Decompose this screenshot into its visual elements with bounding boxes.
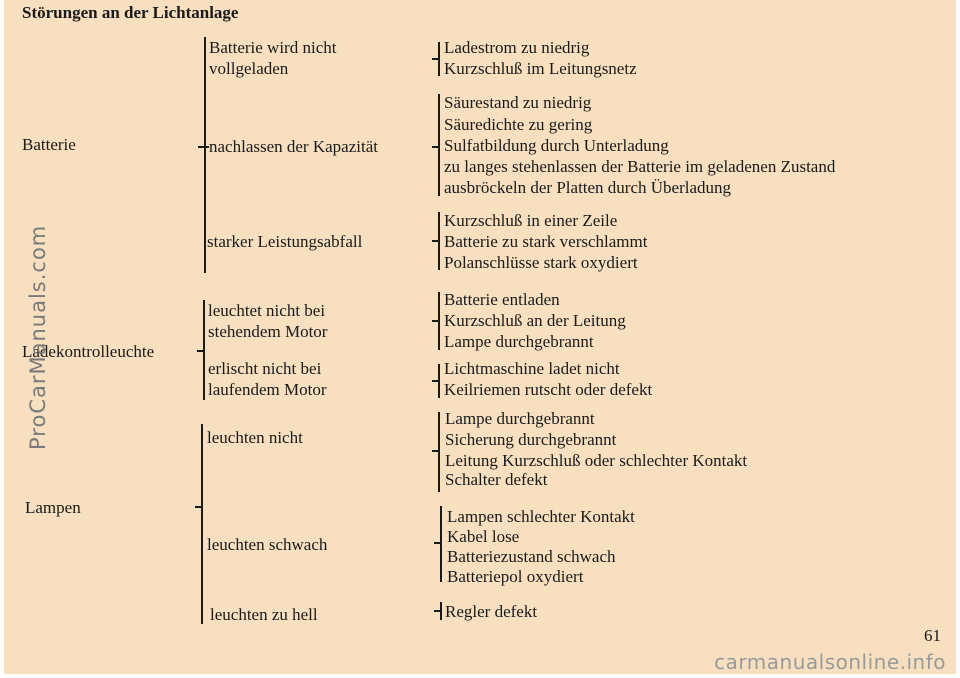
cause-bracket-tick (432, 58, 439, 60)
cause-text: Ladestrom zu niedrig (444, 38, 590, 57)
cause-text: Lampe durchgebrannt (444, 332, 594, 351)
symptom-text: Batterie wird nicht (209, 38, 337, 57)
manual-page (4, 0, 956, 674)
section-label-batterie: Batterie (22, 135, 76, 154)
cause-bracket-tick (434, 610, 441, 612)
cause-text: Kurzschluß an der Leitung (444, 311, 626, 330)
cause-bracket (438, 94, 440, 196)
symptom-text: vollgeladen (209, 59, 289, 78)
cause-text: Lampe durchgebrannt (445, 409, 595, 428)
cause-bracket-tick (432, 240, 439, 242)
cause-text: Batteriepol oxydiert (447, 567, 584, 586)
cause-text: Polanschlüsse stark oxydiert (444, 253, 638, 272)
cause-text: Batterie entladen (444, 290, 560, 309)
cause-bracket (438, 412, 440, 492)
cause-bracket (440, 506, 442, 582)
symptom-text: leuchten schwach (207, 535, 328, 554)
cause-text: Säuredichte zu gering (444, 115, 593, 134)
symptom-text: leuchtet nicht bei (208, 301, 326, 320)
bracket-tick-ladekontrolleuchte (197, 350, 204, 352)
bracket-batterie (204, 37, 206, 273)
bracket-lampen (201, 424, 203, 624)
watermark-side: ProCarManuals.com (26, 224, 50, 450)
cause-text: ausbröckeln der Platten durch Überladung (444, 178, 732, 197)
cause-text: Kurzschluß im Leitungsnetz (444, 59, 637, 78)
cause-text: Regler defekt (445, 602, 538, 621)
cause-text: Säurestand zu niedrig (444, 93, 592, 112)
cause-bracket-tick (432, 146, 439, 148)
cause-text: Lampen schlechter Kontakt (447, 507, 635, 526)
cause-bracket-tick (432, 320, 439, 322)
cause-text: Sulfatbildung durch Unterladung (444, 136, 669, 155)
bracket-tick-lampen (195, 506, 202, 508)
cause-text: zu langes stehenlassen der Batterie im geladenen Zustand (444, 157, 836, 176)
cause-text: Leitung Kurzschluß oder schlechter Kontakt (445, 451, 748, 470)
cause-bracket-tick (434, 542, 441, 544)
page-title: Störungen an der Lichtanlage (22, 3, 239, 22)
symptom-text: laufendem Motor (208, 380, 327, 399)
cause-text: Lichtmaschine ladet nicht (444, 359, 620, 378)
cause-text: Keilriemen rutscht oder defekt (444, 380, 653, 399)
cause-text: Batterie zu stark verschlammt (444, 232, 648, 251)
symptom-text: stehendem Motor (208, 322, 328, 341)
page-number: 61 (924, 626, 941, 645)
cause-bracket-tick (432, 380, 439, 382)
symptom-text: leuchten nicht (207, 428, 303, 447)
cause-text: Schalter defekt (445, 470, 548, 489)
cause-text: Sicherung durchgebrannt (445, 430, 617, 449)
symptom-text: erlischt nicht bei (208, 359, 322, 378)
cause-text: Kurzschluß in einer Zeile (444, 211, 618, 230)
section-label-lampen: Lampen (25, 498, 81, 517)
cause-bracket-tick (432, 450, 439, 452)
symptom-text: starker Leistungsabfall (207, 232, 363, 251)
section-label-ladekontrolleuchte: Ladekontrolleuchte (22, 342, 155, 361)
watermark-bottom: carmanualsonline.info (714, 650, 946, 674)
cause-text: Kabel lose (447, 527, 520, 546)
symptom-text: leuchten zu hell (210, 605, 318, 624)
cause-text: Batteriezustand schwach (447, 547, 616, 566)
symptom-text: nachlassen der Kapazität (209, 137, 378, 156)
